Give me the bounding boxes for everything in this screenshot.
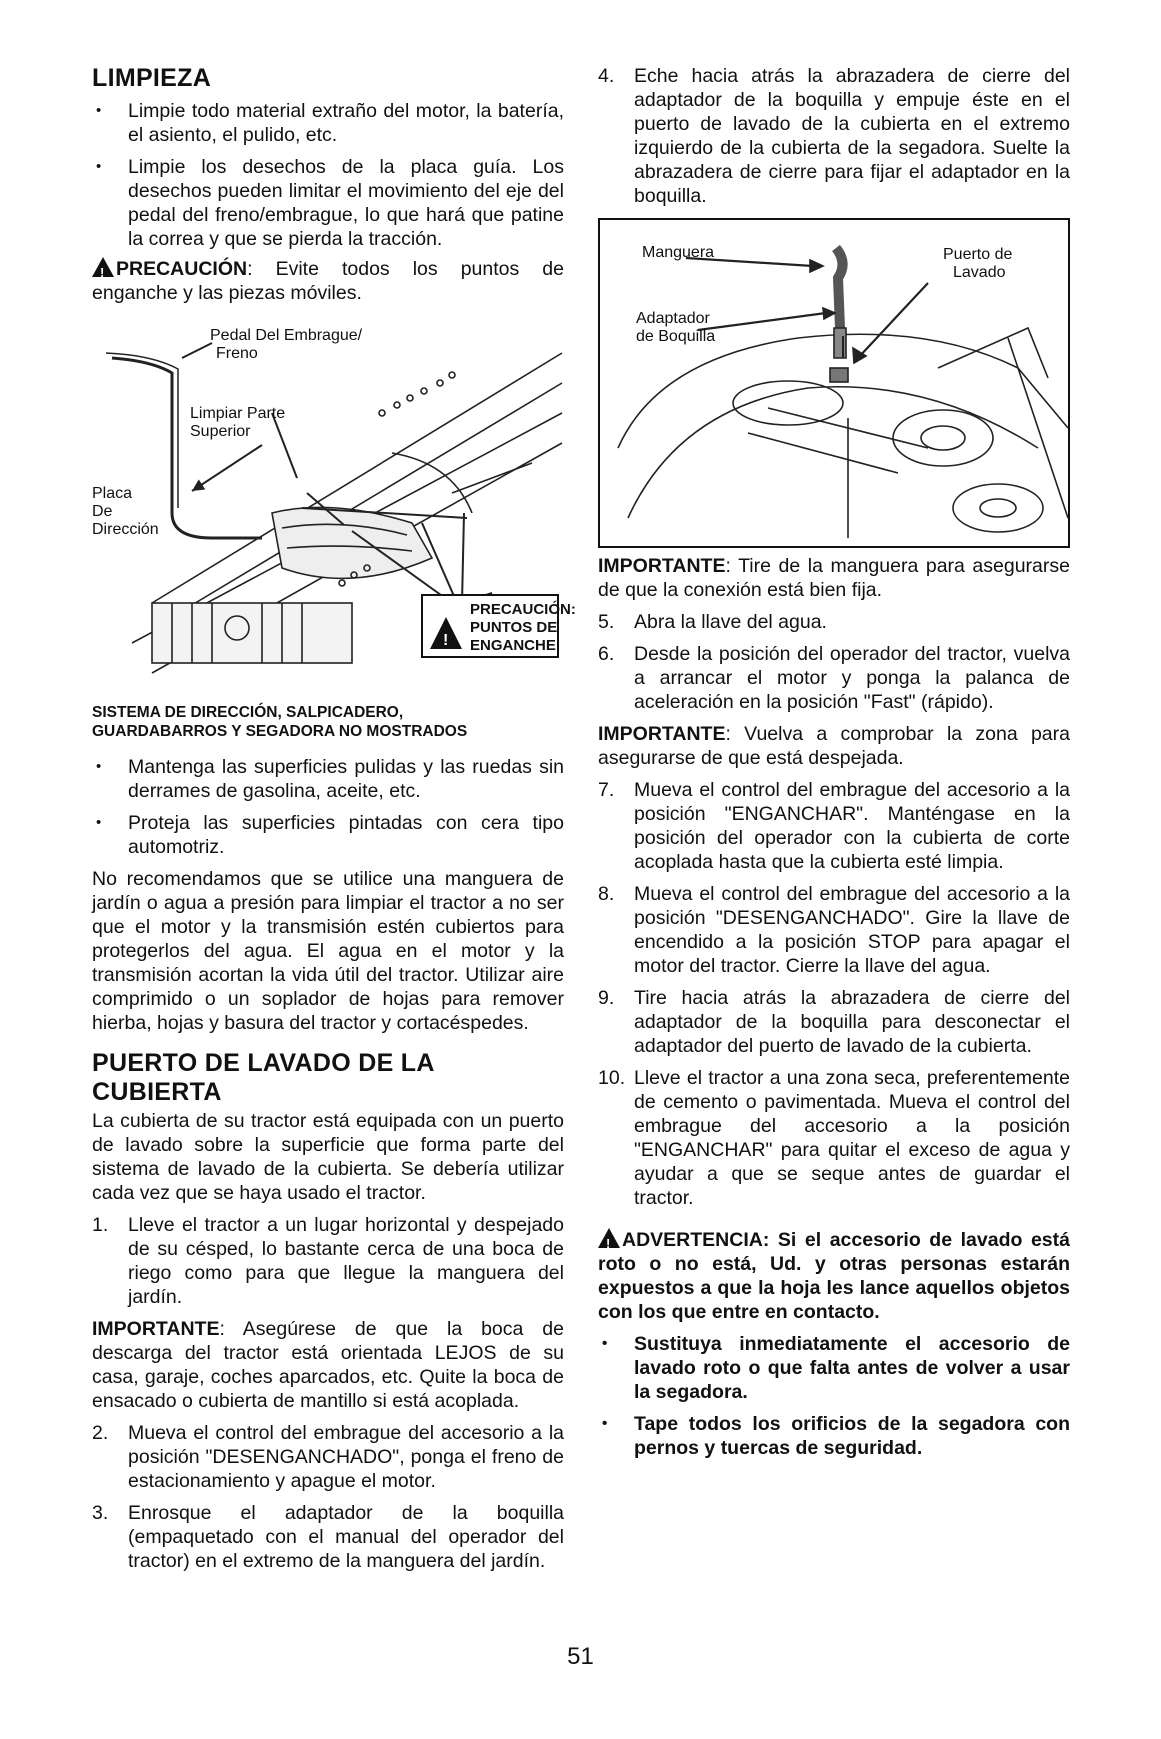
step-text: Abra la llave del agua. <box>634 611 827 633</box>
importante-text: : Asegúrese de que la boca de descarga del tractor está orientada LEJOS de su casa, garaje, coches aparcados, etc. Quite la boca de ensacado o cubierta de mantillo si está acoplada. <box>92 1318 564 1412</box>
precaucion-label: PRECAUCIÓN <box>116 258 248 280</box>
steering-plate-figure <box>92 313 576 697</box>
importante-text: : Tire de la manguera para asegurarse de que la conexión está bien fija. <box>598 555 1070 601</box>
advertencia-block <box>598 1228 1070 1460</box>
label-limpiar-2: Superior <box>190 423 251 440</box>
wash-port-figure <box>598 218 1070 548</box>
label-adaptador-2: de Boquilla <box>636 328 716 345</box>
caption-line-1: SISTEMA DE DIRECCIÓN, SALPICADERO, <box>92 704 404 721</box>
step-text: Mueva el control del embrague del accesorio a la posición "DESENGANCHADO". Gire la llave de encendido a la posición STOP para apagar el motor del tractor. Cierre la llave del agua. <box>634 883 1070 977</box>
step-text: Lleve el tractor a un lugar horizontal y despejado de su césped, lo bastante cerca de una boca de riego como para que llegue la manguera del jardín. <box>128 1214 564 1308</box>
warning-label-3: ENGANCHE <box>470 637 556 654</box>
importante-label: IMPORTANTE <box>598 723 726 745</box>
list-item: • Tape todos los orificios de la segadora con pernos y tuercas de seguridad. <box>598 1412 1070 1460</box>
page-number: 51 <box>567 1643 594 1670</box>
step-item <box>92 1213 564 1309</box>
label-adaptador-1: Adaptador <box>636 310 710 327</box>
label-placa-2: De <box>92 503 113 520</box>
svg-text:!: ! <box>443 632 449 649</box>
warning-icon <box>598 1228 620 1248</box>
step-number: 6. <box>598 643 615 665</box>
steps-list-b <box>92 1421 564 1573</box>
polish-list <box>92 755 564 859</box>
step-text: Enrosque el adaptador de la boquilla (empaquetado con el manual del operador del tractor) en el extremo de la manguera del jardín. <box>128 1502 564 1572</box>
step-item <box>598 882 1070 978</box>
step-text: Eche hacia atrás la abrazadera de cierre del adaptador de la boquilla y empuje éste en el puerto de lavado de la cubierta en el extremo izquierdo de la cubierta de la segadora. Suelte la abrazadera de cierre para fijar el adaptador en la boquilla. <box>634 65 1070 207</box>
label-puerto-2: Lavado <box>953 264 1006 281</box>
step-item <box>598 778 1070 874</box>
warning-label-1: PRECAUCIÓN: <box>470 601 576 618</box>
left-column <box>92 64 576 1581</box>
step-item <box>598 642 1070 714</box>
step-number: 5. <box>598 611 615 633</box>
puerto-intro: La cubierta de su tractor está equipada con un puerto de lavado sobre la superficie que forma parte del sistema de lavado de la cubierta. Se debería utilizar cada vez que se haya usado el tractor. <box>92 1110 564 1204</box>
steps-list-e <box>598 778 1070 1210</box>
step-item <box>92 1501 564 1573</box>
steps-list-d <box>598 610 1070 714</box>
importante-paragraph <box>92 1317 564 1413</box>
list-item: • Proteja las superficies pintadas con cera tipo automotriz. <box>92 811 564 859</box>
step-number: 10. <box>598 1067 626 1089</box>
step-number: 3. <box>92 1502 109 1524</box>
warning-label-2: PUNTOS DE <box>470 619 558 636</box>
step-text: Tire hacia atrás la abrazadera de cierre del adaptador de la boquilla para desconectar el adaptador del puerto de lavado de la cubierta. <box>634 987 1070 1057</box>
label-placa-1: Placa <box>92 485 133 502</box>
step-number: 8. <box>598 883 615 905</box>
step-item <box>598 610 1070 634</box>
step-text: Desde la posición del operador del tractor, vuelva a arrancar el motor y ponga la palanca de aceleración en la posición "Fast" (rápido). <box>634 643 1070 713</box>
figure-caption <box>92 703 564 741</box>
step-number: 7. <box>598 779 615 801</box>
step-number: 4. <box>598 65 615 87</box>
label-freno: Freno <box>216 345 258 362</box>
list-item: • Limpie los desechos de la placa guía. Los desechos pueden limitar el movimiento del eje del pedal del freno/embrague, lo que hará que patine la correa y que se pierda la tracción. <box>92 155 564 251</box>
importante-paragraph-2 <box>598 554 1070 602</box>
step-number: 9. <box>598 987 615 1009</box>
step-item <box>598 1066 1070 1210</box>
advertencia-text: : Si el accesorio de lavado está roto o no está, Ud. y otras personas estarán expuestos a que la hoja les lance aquellos objetos con los que entre en contacto. <box>598 1229 1070 1323</box>
importante-label: IMPORTANTE <box>92 1318 220 1340</box>
section-title-puerto: PUERTO DE LAVADO DE LA CUBIERTA <box>92 1049 434 1106</box>
section-title-limpieza: LIMPIEZA <box>92 64 212 92</box>
list-item: • Mantenga las superficies pulidas y las ruedas sin derrames de gasolina, aceite, etc. <box>92 755 564 803</box>
list-item: • Limpie todo material extraño del motor, la batería, el asiento, el pulido, etc. <box>92 99 564 147</box>
advertencia-label: ADVERTENCIA <box>622 1229 763 1251</box>
label-pedal: Pedal Del Embrague/ <box>210 327 363 344</box>
no-recomendamos-paragraph: No recomendamos que se utilice una manguera de jardín o agua a presión para limpiar el tractor a no ser que el motor y la transmisión estén cubiertos para protegerlos del agua. El agua en el motor y la transmisión acortan la vida útil del tractor. Utilizar aire comprimido o un soplador de hojas para remover hierba, hojas y basura del tractor y cortacéspedes. <box>92 868 564 1034</box>
label-puerto-1: Puerto de <box>943 246 1013 263</box>
label-manguera: Manguera <box>642 244 715 261</box>
importante-text: : Vuelva a comprobar la zona para asegurarse de que está despejada. <box>598 723 1070 769</box>
label-limpiar-1: Limpiar Parte <box>190 405 286 422</box>
steps-list-a <box>92 1213 564 1309</box>
step-text: Mueva el control del embrague del accesorio a la posición "DESENGANCHADO", ponga el freno de estacionamiento y apague el motor. <box>128 1422 564 1492</box>
steps-list-c <box>598 64 1070 208</box>
list-item: • Sustituya inmediatamente el accesorio de lavado roto o que falta antes de volver a usar la segadora. <box>598 1332 1070 1404</box>
step-number: 2. <box>92 1422 109 1444</box>
caption-line-2: GUARDABARROS Y SEGADORA NO MOSTRADOS <box>92 723 468 740</box>
advertencia-paragraph <box>598 1228 1070 1324</box>
step-text: Lleve el tractor a una zona seca, preferentemente de cemento o pavimentada. Mueva el control del embrague del accesorio a la posición "ENGANCHAR" para quitar el exceso de agua y ayudar a que se seque antes de guardar el tractor. <box>634 1067 1070 1209</box>
importante-paragraph-3 <box>598 722 1070 770</box>
step-item <box>598 64 1070 208</box>
importante-label: IMPORTANTE <box>598 555 726 577</box>
label-placa-3: Dirección <box>92 521 159 538</box>
precaucion-text: : Evite todos los puntos de enganche y las piezas móviles. <box>92 258 564 304</box>
step-item <box>92 1421 564 1493</box>
step-item <box>598 986 1070 1058</box>
step-number: 1. <box>92 1214 109 1236</box>
precaucion-paragraph <box>92 257 564 305</box>
advertencia-list <box>598 1332 1070 1460</box>
step-text: Mueva el control del embrague del accesorio a la posición "ENGANCHAR". Manténgase en la posición del operador con la cubierta de corte acoplada hasta que la cubierta esté limpia. <box>634 779 1070 873</box>
right-column <box>598 64 1070 1468</box>
warning-icon <box>92 257 114 277</box>
limpieza-list <box>92 99 564 251</box>
